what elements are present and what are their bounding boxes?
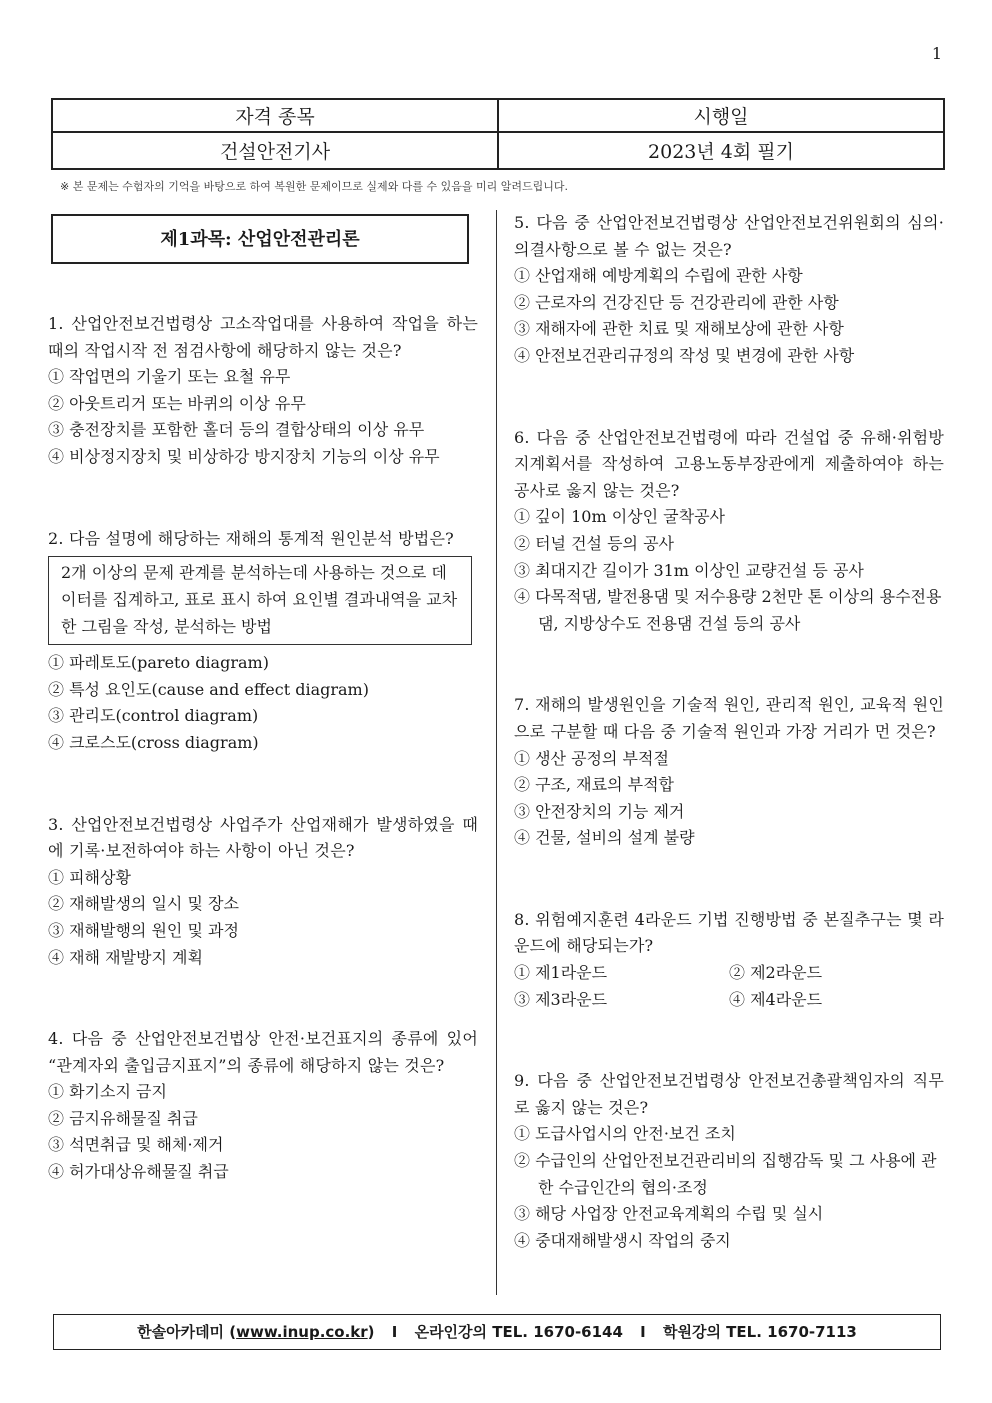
option: ① 제1라운드: [514, 963, 608, 983]
question-text: 8. 위험예지훈련 4라운드 기법 진행방법 중 본질추구는 몇 라운드에 해당되는가?: [514, 909, 944, 956]
website-link[interactable]: www.inup.co.kr: [236, 1323, 368, 1341]
question-1: [48, 311, 478, 471]
option: ② 수급인의 산업안전보건관리비의 집행감독 및 그 사용에 관한 수급인간의 협의·조정: [514, 1151, 937, 1197]
option: ② 재해발생의 일시 및 장소: [48, 894, 239, 914]
option: ④ 비상정지장치 및 비상하강 방지장치 기능의 이상 유무: [48, 446, 440, 466]
option: ③ 해당 사업장 안전교육계획의 수립 및 실시: [514, 1204, 824, 1224]
date-label: 시행일: [498, 99, 944, 132]
question-text: 9. 다음 중 산업안전보건법령상 안전보건총괄책임자의 직무로 옳지 않는 것은?: [514, 1071, 944, 1117]
condition-box: 2개 이상의 문제 관계를 분석하는데 사용하는 것으로 데이터를 집계하고, 표로 표시 하여 요인별 결과내역을 교차한 그림을 작성, 분석하는 방법: [48, 556, 472, 645]
question-text: 6. 다음 중 산업안전보건법령에 따라 건설업 중 유해·위험방지계획서를 작성하여 고용노동부장관에게 제출하여야 하는 공사로 옳지 않는 것은?: [514, 427, 944, 500]
option: ④ 중대재해발생시 작업의 중지: [514, 1230, 731, 1250]
option: ④ 건물, 설비의 설계 불량: [514, 828, 695, 848]
option: ① 깊이 10m 이상인 굴착공사: [514, 507, 725, 527]
question-text: 5. 다음 중 산업안전보건법령상 산업안전보건위원회의 심의·의결사항으로 볼 수 없는 것은?: [514, 213, 944, 259]
date-value: 2023년 4회 필기: [498, 132, 944, 169]
option: ④ 재해 재발방지 계획: [48, 947, 203, 967]
question-7: [514, 692, 944, 852]
option: ③ 충전장치를 포함한 홀더 등의 결합상태의 이상 유무: [48, 420, 425, 440]
question-3: [48, 812, 478, 972]
academy-close: ): [367, 1323, 375, 1341]
option: ① 생산 공정의 부적절: [514, 748, 669, 768]
option: ③ 관리도(control diagram): [48, 706, 259, 726]
footer: [53, 1314, 941, 1350]
option: ③ 재해자에 관한 치료 및 재해보상에 관한 사항: [514, 319, 844, 339]
question-text: 7. 재해의 발생원인을 기술적 원인, 관리적 원인, 교육적 원인으로 구분할 때 다음 중 기술적 원인과 가장 거리가 먼 것은?: [514, 695, 944, 741]
option: ① 도급사업시의 안전·보건 조치: [514, 1124, 736, 1144]
option: ① 파레토도(pareto diagram): [48, 653, 269, 673]
option: ① 산업재해 예방계획의 수립에 관한 사항: [514, 266, 803, 286]
option: ① 피해상황: [48, 867, 131, 887]
question-text: 4. 다음 중 산업안전보건법상 안전·보건표지의 종류에 있어 “관계자외 출입금지표지”의 종류에 해당하지 않는 것은?: [48, 1029, 478, 1075]
option: ① 화기소지 금지: [48, 1082, 167, 1102]
option: ④ 허가대상유해물질 취급: [48, 1162, 229, 1182]
question-5: [514, 210, 944, 370]
option: ② 구조, 재료의 부적합: [514, 775, 674, 795]
option: ④ 다목적댐, 발전용댐 및 저수용량 2천만 톤 이상의 용수전용 댐, 지방상수도 전용댐 건설 등의 공사: [514, 587, 942, 633]
academy-name: 한솔아카데미 (: [137, 1323, 237, 1341]
question-6: [514, 425, 944, 638]
disclaimer: ※ 본 문제는 수험자의 기억을 바탕으로 하여 복원한 문제이므로 실제와 다를 수 있음을 미리 알려드립니다.: [60, 180, 568, 193]
question-text: 3. 산업안전보건법령상 사업주가 산업재해가 발생하였을 때에 기록·보전하여야 하는 사항이 아닌 것은?: [48, 814, 478, 861]
separator: I: [640, 1323, 646, 1341]
option: ③ 재해발행의 원인 및 과정: [48, 920, 239, 940]
question-9: [514, 1068, 944, 1254]
option: ② 근로자의 건강진단 등 건강관리에 관한 사항: [514, 292, 839, 312]
category-value: 건설안전기사: [52, 132, 498, 169]
option: ② 특성 요인도(cause and effect diagram): [48, 679, 369, 699]
separator: I: [391, 1323, 398, 1341]
question-4: [48, 1026, 478, 1186]
page-number: 1: [931, 44, 942, 63]
offline-phone: 학원강의 TEL. 1670-7113: [663, 1323, 857, 1341]
option: ③ 안전장치의 기능 제거: [514, 801, 685, 821]
option: ② 제2라운드: [729, 963, 823, 983]
option: ④ 안전보건관리규정의 작성 및 변경에 관한 사항: [514, 345, 855, 365]
option: ② 아웃트리거 또는 바퀴의 이상 유무: [48, 393, 306, 413]
option: ③ 석면취급 및 해체·제거: [48, 1135, 224, 1155]
exam-info-table: [51, 98, 945, 170]
subject-title: 제1과목: 산업안전관리론: [51, 214, 469, 264]
option-row: [514, 960, 944, 987]
option: ② 금지유해물질 취급: [48, 1108, 198, 1128]
option-row: [514, 987, 944, 1014]
question-2: [48, 526, 478, 757]
option: ③ 최대지간 길이가 31m 이상인 교량건설 등 공사: [514, 560, 864, 580]
option: ④ 크로스도(cross diagram): [48, 732, 259, 752]
option: ④ 제4라운드: [729, 989, 823, 1009]
category-label: 자격 종목: [52, 99, 498, 132]
question-8: [514, 907, 944, 1013]
question-text: 1. 산업안전보건법령상 고소작업대를 사용하여 작업을 하는 때의 작업시작 전 점검사항에 해당하지 않는 것은?: [48, 314, 478, 360]
right-column: [514, 210, 944, 1254]
option: ③ 제3라운드: [514, 989, 608, 1009]
left-column: [48, 210, 478, 1186]
option: ② 터널 건설 등의 공사: [514, 533, 674, 553]
online-phone: 온라인강의 TEL. 1670-6144: [414, 1323, 623, 1341]
question-text: 2. 다음 설명에 해당하는 재해의 통계적 원인분석 방법은?: [48, 528, 454, 548]
column-divider: [496, 210, 497, 1295]
option: ① 작업면의 기울기 또는 요철 유무: [48, 367, 291, 387]
